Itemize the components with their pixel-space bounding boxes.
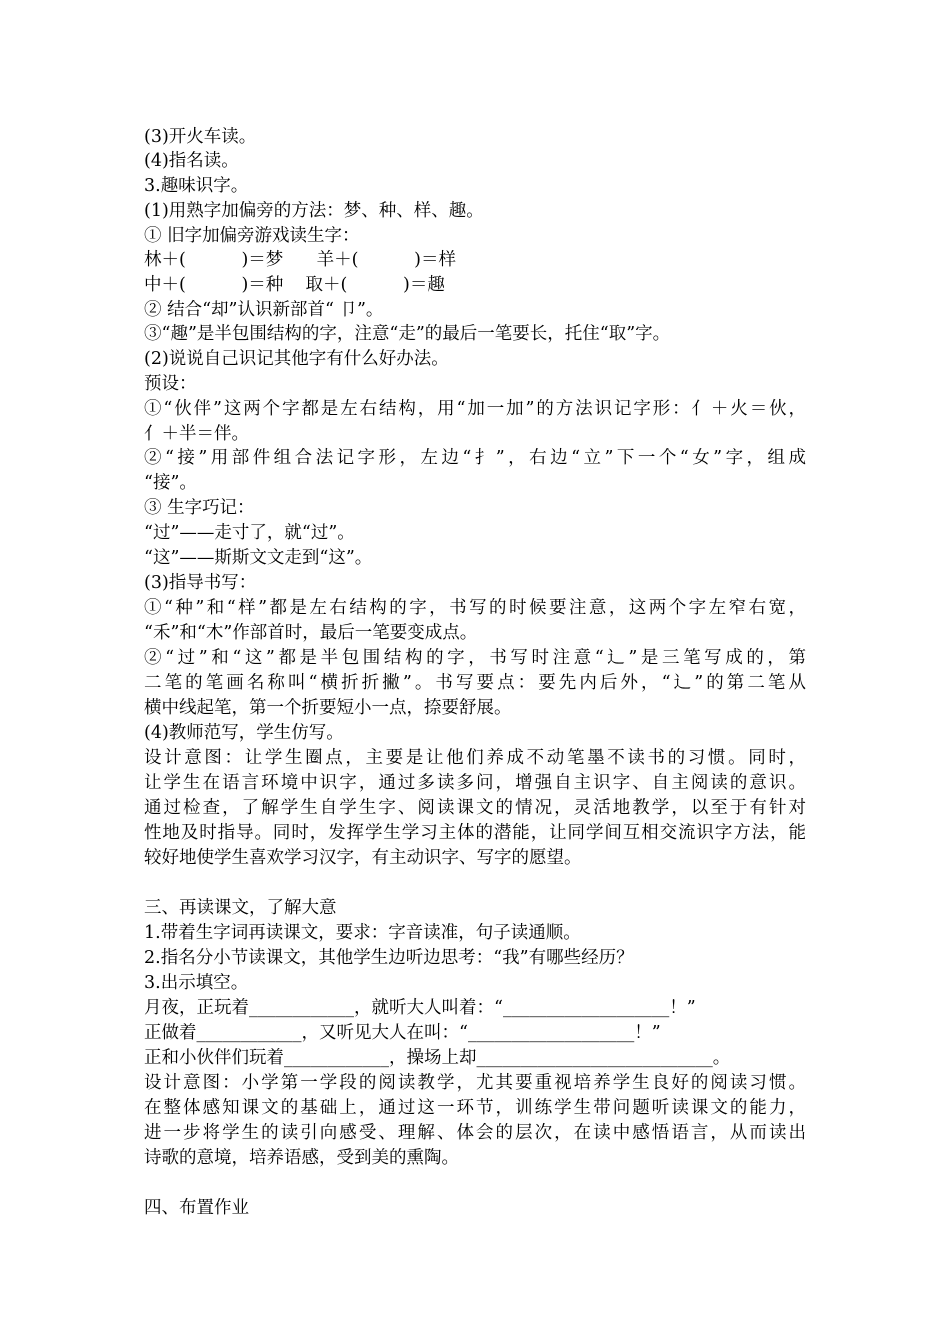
text-line: ②“过”和“这”都是半包围结构的字，书写时注意“辶”是三笔写成的，第 <box>144 648 806 668</box>
text-line: 诗歌的意境，培养语感，受到美的熏陶。 <box>144 1148 459 1168</box>
text-line: 让学生在语言环境中识字，通过多读多问，增强自主识字、自主阅读的意识。 <box>144 773 806 793</box>
text-line: 设计意图：让学生圈点，主要是让他们养成不动笔墨不读书的习惯。同时， <box>144 748 806 768</box>
text-line: (1)用熟字加偏旁的方法：梦、种、样、趣。 <box>144 201 484 221</box>
text-line: ① 旧字加偏旁游戏读生字： <box>144 226 360 246</box>
text-line: “接”。 <box>144 473 197 493</box>
section-heading: 三、再读课文，了解大意 <box>144 898 337 918</box>
text-line: (4)教师范写，学生仿写。 <box>144 723 344 743</box>
text-line: 3.出示填空。 <box>144 973 249 993</box>
text-line: “禾”和“木”作部首时，最后一笔要变成点。 <box>144 623 478 643</box>
text-line: 3.趣味识字。 <box>144 176 249 196</box>
text-line: (2)说说自己识记其他字有什么好办法。 <box>144 349 449 369</box>
text-line: ②“接”用部件组合法记字形，左边“扌”，右边“立”下一个“女”字，组成 <box>144 448 806 468</box>
text-line: 1.带着生字词再读课文，要求：字音读准，句子读通顺。 <box>144 923 581 943</box>
text-line: 正做着____________，又听见大人在叫：“___________________！” <box>144 1023 661 1043</box>
text-line: (4)指名读。 <box>144 151 239 171</box>
text-line: “过”——走寸了，就“过”。 <box>144 523 355 543</box>
text-line: 通过检查，了解学生自学生字、阅读课文的情况，灵活地教学，以至于有针对 <box>144 798 806 818</box>
text-line: (3)开火车读。 <box>144 127 257 147</box>
text-line: 中＋( )＝种 取＋( )＝趣 <box>144 275 445 295</box>
text-line: 二笔的笔画名称叫“横折折撇”。书写要点：要先内后外，“辶”的第二笔从 <box>144 673 806 693</box>
text-line: 亻＋半＝伴。 <box>144 424 249 444</box>
text-line: 设计意图：小学第一学段的阅读教学，尤其要重视培养学生良好的阅读习惯。 <box>144 1073 806 1093</box>
text-line: 2.指名分小节读课文，其他学生边听边思考：“我”有哪些经历？ <box>144 948 634 968</box>
text-line: 预设： <box>144 374 197 394</box>
text-line: ③“趣”是半包围结构的字，注意“走”的最后一笔要长，托住“取”字。 <box>144 324 671 344</box>
text-line: 林＋( )＝梦 羊＋( )＝样 <box>144 250 456 270</box>
text-line: 较好地使学生喜欢学习汉字，有主动识字、写字的愿望。 <box>144 848 582 868</box>
text-line: 在整体感知课文的基础上，通过这一环节，训练学生带问题听读课文的能力， <box>144 1098 806 1118</box>
text-line: 性地及时指导。同时，发挥学生学习主体的潜能，让同学间互相交流识字方法，能 <box>144 823 806 843</box>
section-heading: 四、布置作业 <box>144 1198 249 1218</box>
text-line: ③ 生字巧记： <box>144 498 255 518</box>
text-line: ①“种”和“样”都是左右结构的字，书写的时候要注意，这两个字左窄右宽， <box>144 598 806 618</box>
text-line: 进一步将学生的读引向感受、理解、体会的层次，在读中感悟语言，从而读出 <box>144 1123 806 1143</box>
text-line: “这”——斯斯文文走到“这”。 <box>144 548 373 568</box>
text-line: (3)指导书写： <box>144 573 257 593</box>
text-line: 正和小伙伴们玩着____________，操场上却___________________________。 <box>144 1048 731 1068</box>
text-line: 横中线起笔，第一个折要短小一点，捺要舒展。 <box>144 698 512 718</box>
text-line: ② 结合“却”认识新部首“ 卩”。 <box>144 300 384 320</box>
text-line: ①“伙伴”这两个字都是左右结构，用“加一加”的方法识记字形：亻＋火＝伙， <box>144 399 806 419</box>
text-line: 月夜，正玩着____________，就听大人叫着：“___________________！” <box>144 998 696 1018</box>
